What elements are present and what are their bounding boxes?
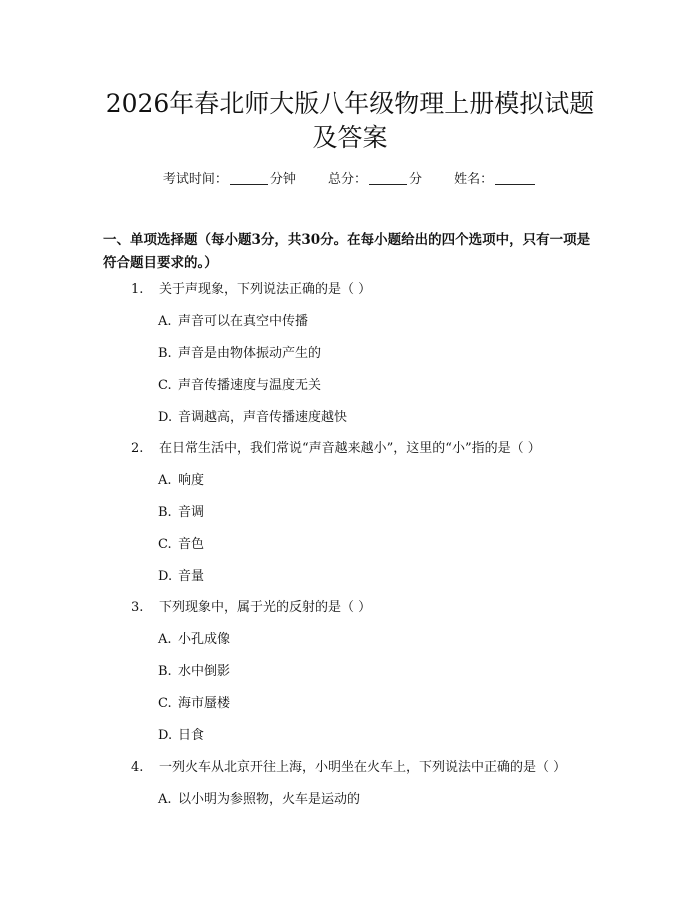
question-number: 4. bbox=[131, 760, 144, 775]
option-text: 声音可以在真空中传播 bbox=[178, 314, 309, 329]
option-text: 音量 bbox=[178, 569, 205, 584]
question-text: 关于声现象，下列说法正确的是（ ） bbox=[159, 282, 372, 297]
option-text: 日食 bbox=[178, 728, 205, 743]
page-title-continued: 及答案 bbox=[312, 123, 388, 152]
question-number: 1. bbox=[131, 282, 144, 297]
question-2 bbox=[131, 440, 541, 458]
question-text: 下列现象中，属于光的反射的是（ ） bbox=[159, 600, 372, 615]
option-letter: C. bbox=[158, 378, 172, 393]
option-letter: D. bbox=[158, 569, 173, 584]
question-1-option-c bbox=[158, 377, 321, 395]
question-4-option-a bbox=[158, 791, 360, 809]
option-letter: D. bbox=[158, 728, 173, 743]
total-score-label: 总分： bbox=[327, 172, 367, 187]
question-4 bbox=[131, 759, 566, 777]
option-letter: B. bbox=[158, 664, 172, 679]
question-text: 一列火车从北京开往上海，小明坐在火车上，下列说法中正确的是（ ） bbox=[159, 760, 567, 775]
exam-info-line bbox=[0, 170, 700, 189]
option-letter: C. bbox=[158, 696, 172, 711]
option-letter: C. bbox=[158, 537, 172, 552]
option-letter: B. bbox=[158, 505, 172, 520]
question-1-option-a bbox=[158, 313, 308, 331]
option-text: 以小明为参照物，火车是运动的 bbox=[178, 792, 361, 807]
question-text: 在日常生活中，我们常说“声音越来越小”，这里的“小”指的是（ ） bbox=[159, 441, 541, 456]
question-1-option-d bbox=[158, 409, 347, 427]
option-text: 海市蜃楼 bbox=[178, 696, 231, 711]
question-3-option-c bbox=[158, 695, 230, 713]
option-letter: A. bbox=[158, 792, 172, 807]
student-name-label: 姓名： bbox=[454, 172, 494, 187]
option-text: 声音传播速度与温度无关 bbox=[178, 378, 322, 393]
option-text: 声音是由物体振动产生的 bbox=[178, 346, 322, 361]
student-name-field bbox=[454, 170, 537, 189]
question-number: 3. bbox=[131, 600, 144, 615]
total-score-unit: 分 bbox=[409, 172, 423, 187]
option-letter: A. bbox=[158, 632, 172, 647]
page-title: 2026年春北师大版八年级物理上册模拟试题 bbox=[105, 89, 595, 118]
exam-time-label: 考试时间： bbox=[162, 172, 228, 187]
option-text: 响度 bbox=[178, 473, 205, 488]
option-text: 音调 bbox=[178, 505, 205, 520]
question-2-option-d bbox=[158, 568, 204, 586]
option-letter: A. bbox=[158, 314, 172, 329]
option-text: 水中倒影 bbox=[178, 664, 231, 679]
section-heading: 一、单项选择题（每小题3分，共30分。在每小题给出的四个选项中，只有一项是符合题目要求的。） bbox=[103, 232, 591, 271]
question-3 bbox=[131, 599, 371, 617]
question-1 bbox=[131, 281, 371, 299]
option-letter: B. bbox=[158, 346, 172, 361]
question-2-option-a bbox=[158, 472, 204, 490]
question-2-option-c bbox=[158, 536, 204, 554]
exam-time-field bbox=[163, 170, 296, 189]
total-score-blank bbox=[369, 170, 407, 185]
option-letter: D. bbox=[158, 410, 173, 425]
option-letter: A. bbox=[158, 473, 172, 488]
question-3-option-d bbox=[158, 727, 204, 745]
exam-time-blank bbox=[230, 170, 268, 185]
question-3-option-b bbox=[158, 663, 230, 681]
option-text: 小孔成像 bbox=[178, 632, 231, 647]
exam-time-unit: 分钟 bbox=[269, 172, 296, 187]
student-name-blank bbox=[495, 170, 535, 185]
option-text: 音调越高，声音传播速度越快 bbox=[178, 410, 348, 425]
question-number: 2. bbox=[131, 441, 144, 456]
total-score-field bbox=[328, 170, 422, 189]
question-2-option-b bbox=[158, 504, 204, 522]
option-text: 音色 bbox=[178, 537, 205, 552]
question-1-option-b bbox=[158, 345, 321, 363]
question-3-option-a bbox=[158, 631, 230, 649]
